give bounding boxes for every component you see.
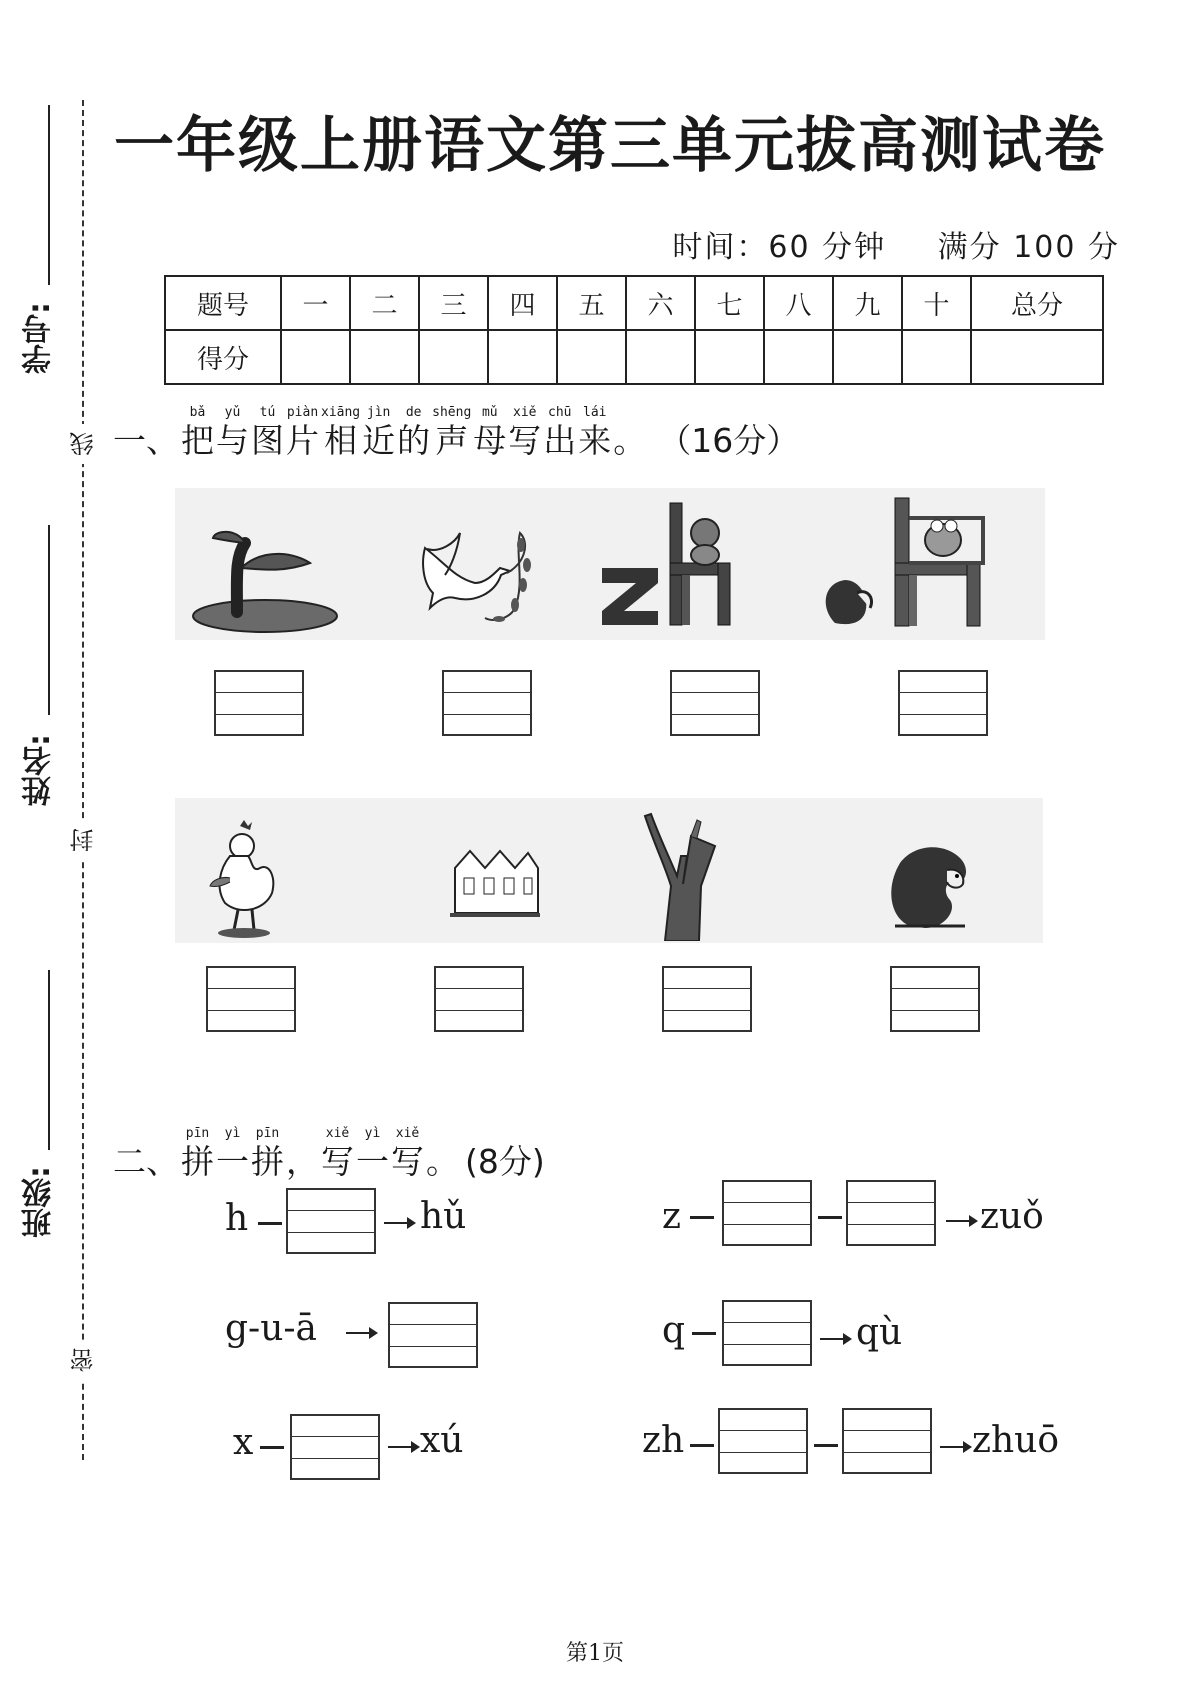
pinyin-annotation: xiāng [321,405,361,420]
header-cell: 题号 [165,276,281,330]
score-cell[interactable] [971,330,1103,384]
time-limit: 时间：60 分钟 [672,230,887,265]
score-cell[interactable] [626,330,695,384]
dove-image [415,523,535,633]
hedgehog-image [885,838,975,933]
arrow-icon [346,1332,376,1334]
header-cell: 五 [557,276,626,330]
pinyin-annotation: pīn [185,1126,210,1141]
full-score: 满分 100 分 [937,230,1120,265]
header-cell: 十 [902,276,971,330]
hanzi: 图 [251,421,284,460]
q1-char [473,406,506,460]
connector-dash [258,1222,282,1225]
q2-initial-zh: zh [642,1420,685,1461]
answer-box-zh[interactable] [670,670,760,736]
connector-dash [692,1332,716,1335]
q1-char [543,406,576,460]
pinyin-annotation: shēng [432,405,472,420]
pinyin-annotation: bǎ [189,405,206,420]
answer-box-y[interactable] [662,966,752,1032]
answer-box-qu-final[interactable] [722,1300,812,1366]
q1-char [321,406,360,460]
arrow-icon [946,1220,976,1222]
q2-char [321,1127,354,1181]
connector-dash [818,1216,842,1219]
arrow-icon [384,1222,414,1224]
q2-result-qu: qù [856,1312,903,1353]
q2-heading [112,1113,546,1181]
q2-initial-h: h [225,1198,249,1239]
hanzi: 来 [578,421,612,460]
score-table-score-row [165,330,1103,384]
score-cell[interactable] [419,330,488,384]
answer-box-ch[interactable] [898,670,988,736]
q1-number: 一、 [113,421,179,460]
answer-box-zuo-medial[interactable] [722,1180,812,1246]
cut-label-seal: 封 [66,820,100,860]
hanzi: 片 [286,421,319,460]
header-cell: 六 [626,276,695,330]
pinyin-annotation: xiě [513,405,537,420]
cut-dashed-line [82,100,84,1460]
pinyin-annotation: yǔ [224,405,241,420]
pinyin-annotation: yì [364,1126,381,1141]
hanzi: 一 [356,1142,389,1181]
zh-chair-monkey-image [600,493,750,633]
answer-box-f[interactable] [434,966,524,1032]
q1-char [181,406,214,460]
q2-char [181,1127,214,1181]
score-cell[interactable] [695,330,764,384]
q2-result-hu: hǔ [420,1196,467,1237]
hanzi: 拼 [251,1142,284,1181]
score-cell[interactable] [764,330,833,384]
header-cell: 八 [764,276,833,330]
score-table [164,275,1104,385]
hanzi: 相 [324,421,358,460]
score-cell[interactable] [350,330,419,384]
header-cell: 四 [488,276,557,330]
header-cell: 二 [350,276,419,330]
student-id-label: 学号: [22,302,57,374]
hanzi: 近 [362,421,396,460]
answer-box-zhuo-medial[interactable] [718,1408,808,1474]
score-cell[interactable] [902,330,971,384]
hanzi: 写 [508,421,542,460]
pinyin-annotation: jìn [366,405,391,420]
house-image [450,843,540,918]
score-table-header-row [165,276,1103,330]
q1-char [613,406,646,460]
pinyin-annotation: xiě [395,1126,420,1141]
q1-heading [112,392,800,460]
pinyin-annotation: pīn [255,1126,280,1141]
answer-box-xu-final[interactable] [290,1414,380,1480]
answer-box-zhuo-final[interactable] [842,1408,932,1474]
arrow-icon [940,1446,970,1448]
q1-char [508,406,541,460]
q2-number: 二、 [113,1142,179,1181]
hanzi: 写 [321,1142,354,1181]
hanzi: 。 [426,1142,459,1181]
sprout-image [185,518,345,636]
name-line [48,525,50,715]
page-number: 第1页 [566,1641,624,1666]
q2-char [251,1127,284,1181]
answer-box-gua[interactable] [388,1302,478,1368]
answer-box-t[interactable] [214,670,304,736]
q1-char [432,406,471,460]
q2-char [286,1127,319,1181]
pinyin-annotation: mǔ [481,405,498,420]
q2-result-xu: xú [420,1420,464,1461]
connector-dash [260,1446,284,1449]
pinyin-annotation: de [405,405,422,420]
q1-char [578,406,611,460]
q1-char [251,406,284,460]
pinyin-annotation: yì [224,1126,241,1141]
q2-initial-x: x [233,1422,254,1463]
score-cell[interactable] [281,330,350,384]
answer-box-j[interactable] [206,966,296,1032]
q1-char [362,406,395,460]
hanzi: 写 [391,1142,424,1181]
connector-dash [690,1444,714,1447]
pinyin-annotation: tú [259,405,276,420]
header-cell: 三 [419,276,488,330]
hanzi: 拼 [181,1142,214,1181]
q2-char [216,1127,249,1181]
pinyin-annotation: chū [548,405,572,420]
hanzi: 出 [543,421,577,460]
score-cell[interactable] [557,330,626,384]
q2-result-zhuo: zhuō [972,1420,1060,1461]
score-cell[interactable] [833,330,902,384]
q1-score: （16分） [658,421,800,460]
q2-char [391,1127,424,1181]
ch-hedgehog-chair-image [815,488,995,636]
hanzi: 声 [435,421,469,460]
pinyin-annotation: piàn [286,405,319,420]
hanzi: ， [286,1142,319,1181]
row-label: 得分 [165,330,281,384]
q2-gua: g-u-ā [225,1308,318,1349]
hanzi: 与 [216,421,249,460]
answer-box-zuo-final[interactable] [846,1180,936,1246]
picture-panel-2 [175,798,1043,943]
tree-trunk-image [635,806,735,941]
answer-box-c[interactable] [890,966,980,1032]
q1-char [397,406,430,460]
header-cell: 九 [833,276,902,330]
answer-box-g[interactable] [442,670,532,736]
page-title: 一年级上册语文第三单元拔高测试卷 [114,111,1106,181]
arrow-icon [388,1446,418,1448]
q1-char [216,406,249,460]
pinyin-annotation: xiě [325,1126,350,1141]
q2-initial-z: z [662,1196,681,1237]
cut-label-line: 线 [66,424,100,464]
q2-score: (8分) [465,1142,545,1181]
pinyin-annotation: lái [583,405,607,420]
q1-char [286,406,319,460]
connector-dash [690,1216,714,1219]
hanzi: 把 [181,421,214,460]
name-label: 姓名: [22,734,57,806]
hanzi: 一 [216,1142,249,1181]
header-cell: 一 [281,276,350,330]
hanzi: 。 [613,421,647,460]
picture-panel-1 [175,488,1045,640]
q2-result-zuo: zuǒ [980,1196,1044,1237]
hanzi: 的 [397,421,431,460]
class-label: 班级: [22,1166,57,1238]
answer-box-hu-final[interactable] [286,1188,376,1254]
class-line [48,970,50,1150]
arrow-icon [820,1338,850,1340]
cut-label-secret: 密 [66,1340,100,1380]
q2-initial-q: q [662,1310,686,1351]
q2-char [426,1127,459,1181]
score-cell[interactable] [488,330,557,384]
connector-dash [814,1444,838,1447]
hanzi: 母 [473,421,507,460]
time-info [632,222,1120,266]
q2-char [356,1127,389,1181]
header-cell: 总分 [971,276,1103,330]
rooster-image [200,818,280,943]
header-cell: 七 [695,276,764,330]
